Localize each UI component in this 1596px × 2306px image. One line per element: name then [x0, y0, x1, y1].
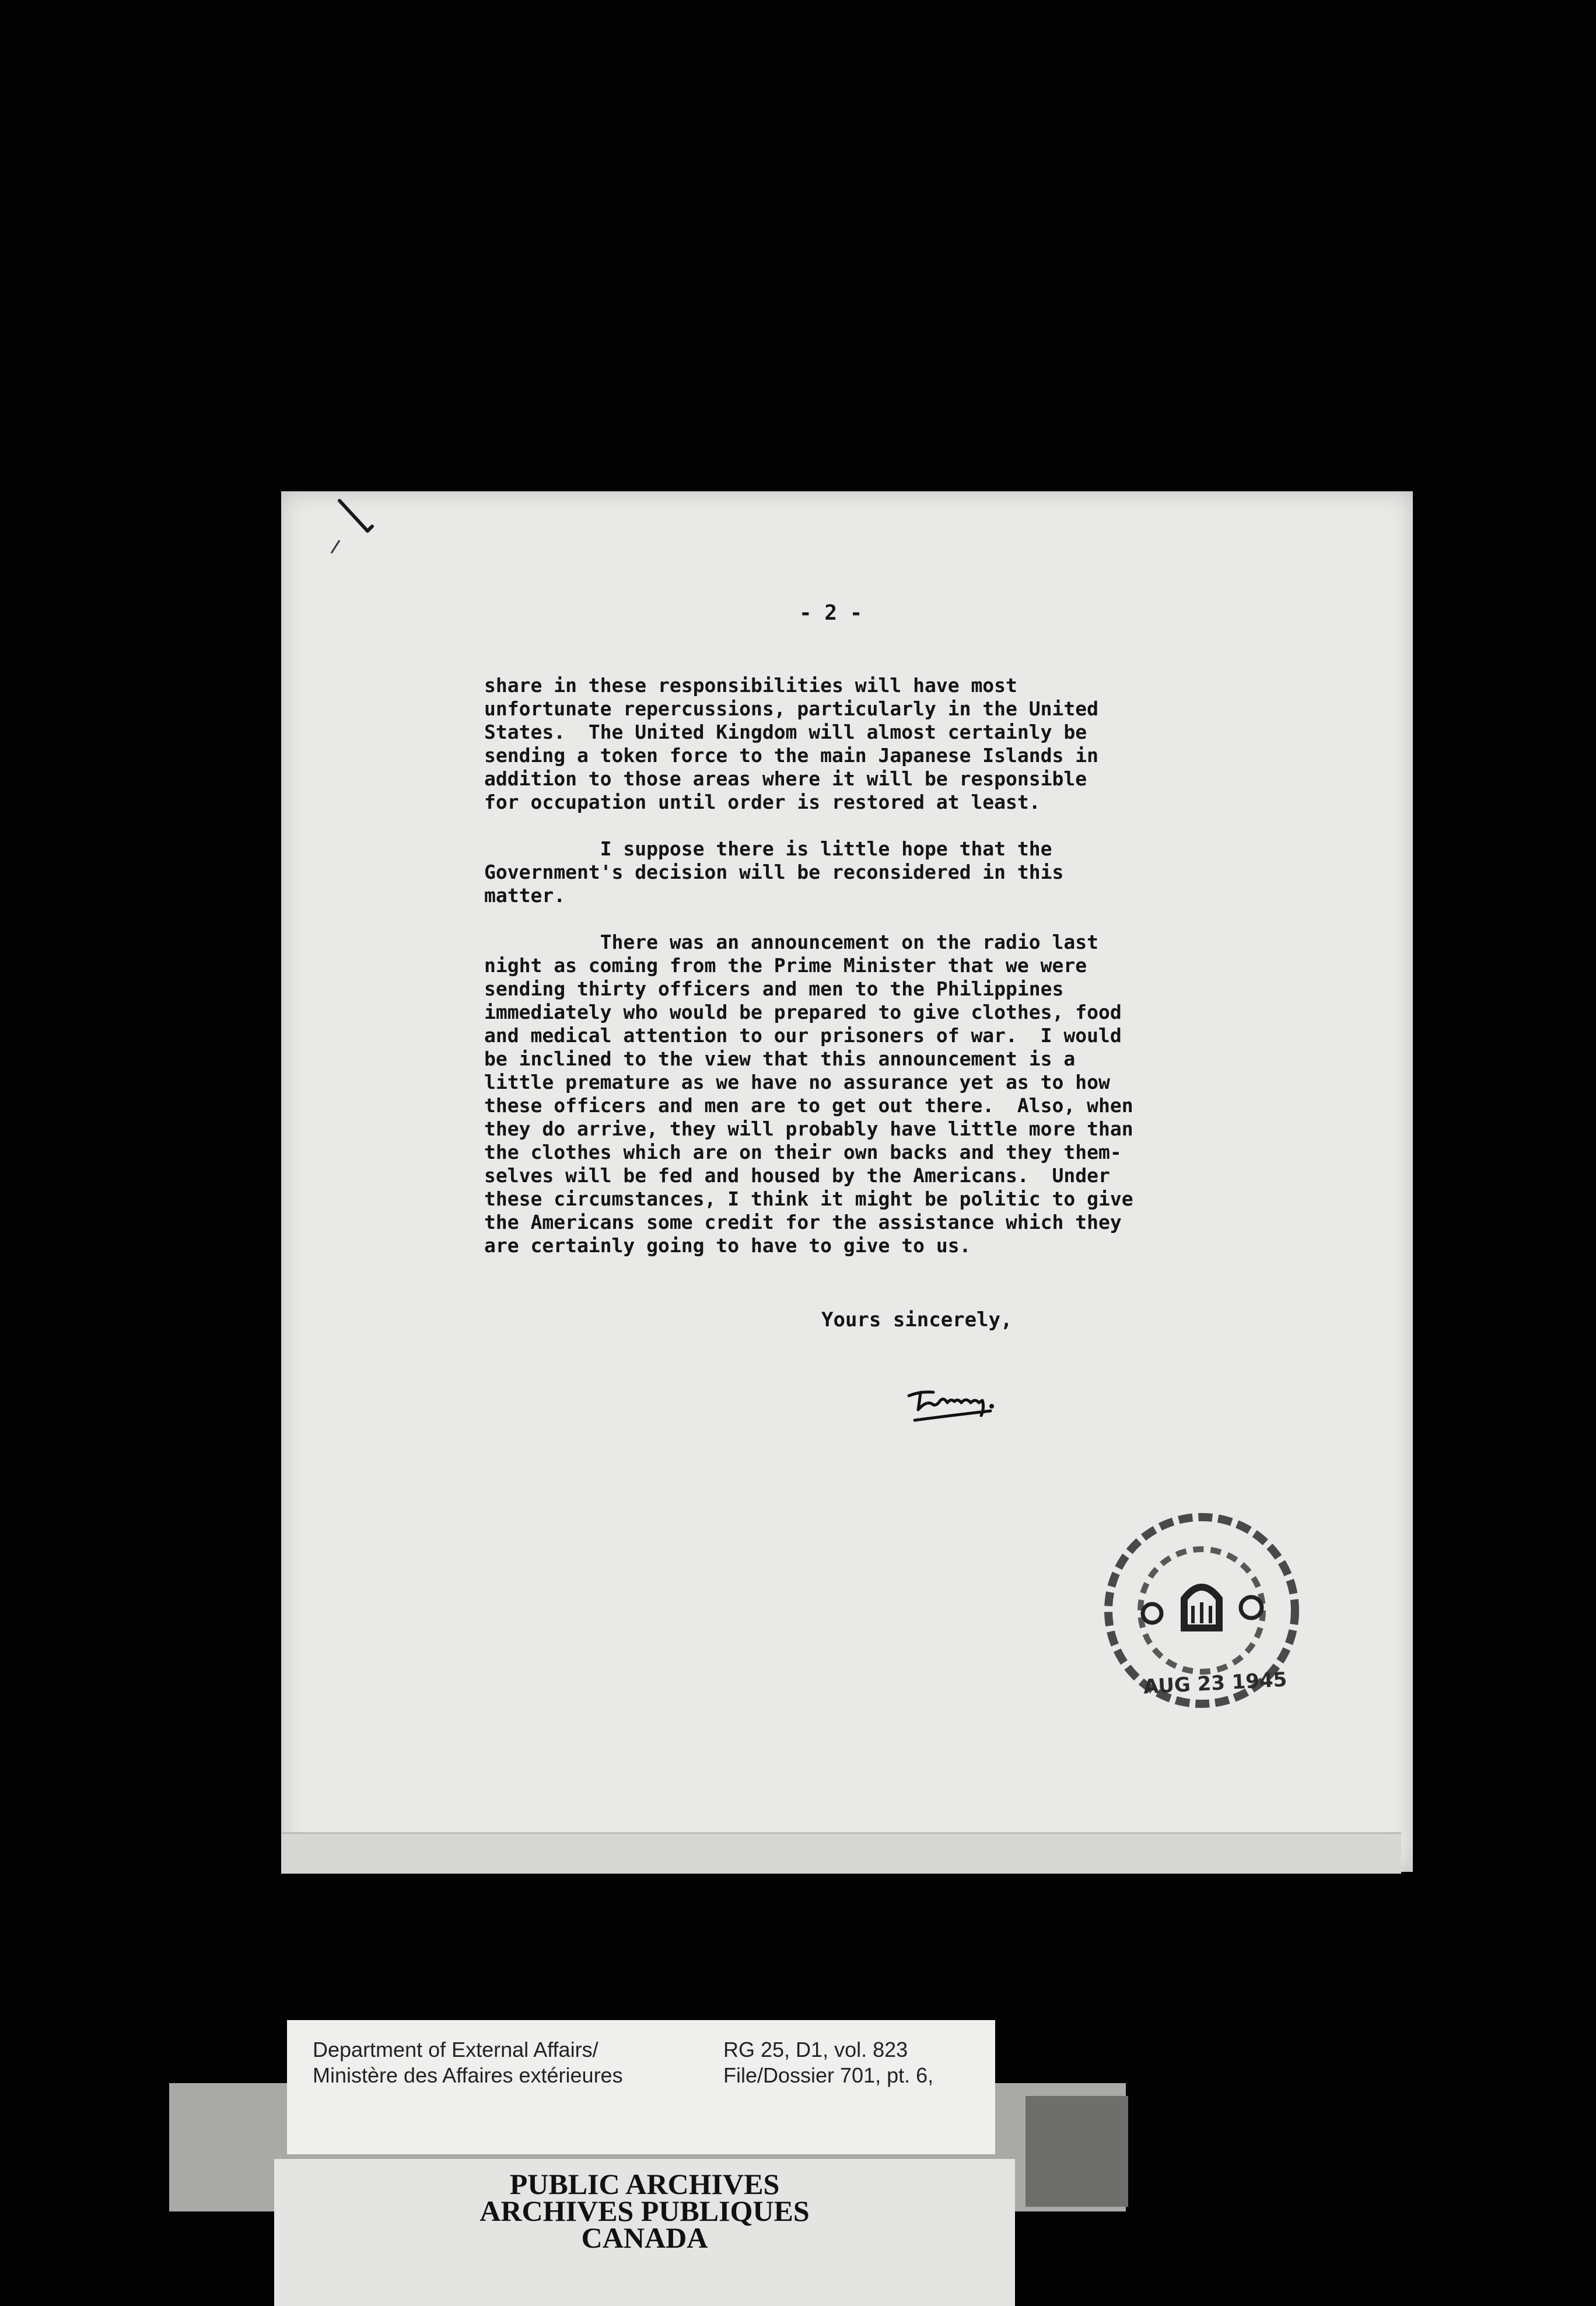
page-bottom-edge — [281, 1832, 1401, 1874]
paragraph-1: share in these responsibilities will have most unfortunate repercussions, particularly in the United States. The United Kingdom will almost certainly be sending a token force to the main Japanese Islands in addition to those areas where it will be responsible for occupation until order is restored at least. — [484, 674, 1098, 813]
archive-line-3: CANADA — [581, 2221, 708, 2254]
archive-line-1: PUBLIC ARCHIVES — [509, 2168, 780, 2200]
pen-tick-mark — [327, 484, 397, 560]
department-fr: Ministère des Affaires extérieures — [313, 2063, 623, 2087]
department-en: Department of External Affairs/ — [313, 2038, 598, 2062]
closing-salutation: Yours sincerely, — [821, 1308, 1013, 1332]
paragraph-3: There was an announcement on the radio last night as coming from the Prime Minister that we were sending thirty officers and men to the Philippines immediately who would be prepared to give clothes, food and medical attention to our prisoners of war. I would be inclined to the view that this announcement is a little premature as we have no assurance yet as to how these officers and men are to get out there. Also, when they do arrive, they will probably have little more than the clothes which are on their own backs and they them- selves will be fed and housed by the Americans. Under these circumstances, I think it might be politic to give the Americans some credit for the assistance which they are certainly going to have to give to us. — [484, 931, 1133, 1257]
letter-body — [484, 674, 1301, 1257]
record-group: RG 25, D1, vol. 823 — [723, 2038, 908, 2062]
page-number: - 2 - — [799, 601, 863, 625]
paragraph-2: I suppose there is little hope that the Government's decision will be reconsidered in this matter. — [484, 837, 1064, 907]
archive-label-tab — [1026, 2096, 1128, 2207]
file-reference: File/Dossier 701, pt. 6, — [723, 2063, 934, 2087]
handwritten-signature — [903, 1377, 1031, 1424]
archive-line-2: ARCHIVES PUBLIQUES — [480, 2195, 810, 2227]
stamp-date: AUG 23 1945 — [1143, 1668, 1288, 1699]
